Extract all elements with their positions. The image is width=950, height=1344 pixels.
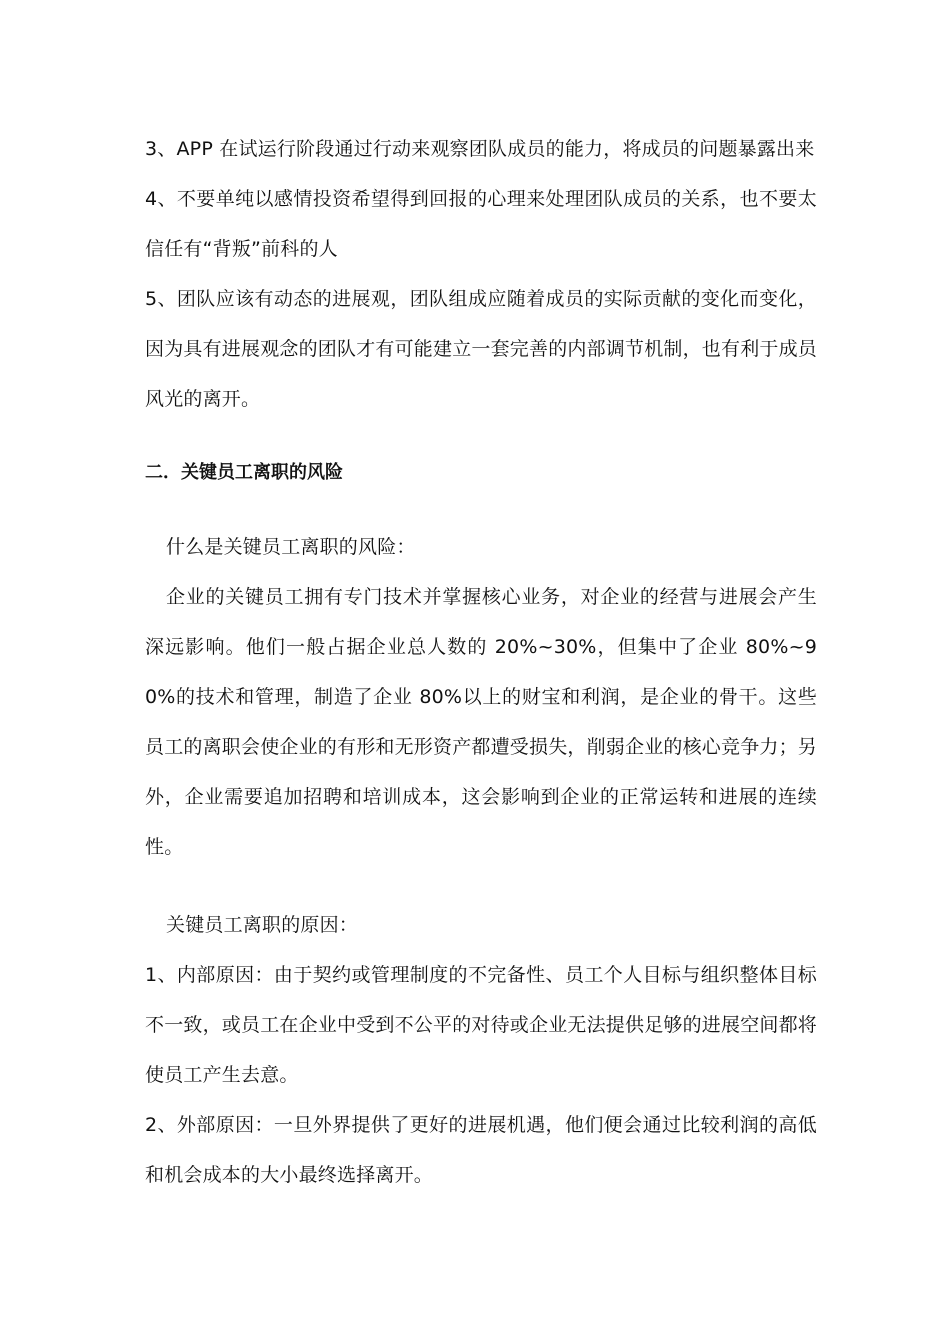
spacer xyxy=(145,872,817,900)
spacer xyxy=(145,498,817,522)
risk-body: 企业的关键员工拥有专门技术并掌握核心业务，对企业的经营与进展会产生深远影响。他们一般占据企业总人数的 20%~30%，但集中了企业 80%~90%的技术和管理，制造了企业 80%以上的财宝和利润，是企业的骨干。这些员工的离职会使企业的有形和无形资产都遭受损失，削弱企业的核心竞争力；另外，企业需要追加招聘和培训成本，这会影响到企业的正常运转和进展的连续性。 xyxy=(145,586,818,858)
spacer xyxy=(145,424,817,448)
cause-internal: 1、内部原因：由于契约或管理制度的不完备性、员工个人目标与组织整体目标不一致，或员工在企业中受到不公平的对待或企业无法提供足够的进展空间都将使员工产生去意。 xyxy=(145,964,818,1086)
list-item-5: 5、团队应该有动态的进展观，团队组成应随着成员的实际贡献的变化而变化，因为具有进展观念的团队才有可能建立一套完善的内部调节机制，也有利于成员风光的离开。 xyxy=(145,288,818,410)
document-body xyxy=(145,124,817,1200)
list-item-3: 3、APP 在试运行阶段通过行动来观察团队成员的能力，将成员的问题暴露出来 xyxy=(145,138,815,160)
list-item-4: 4、不要单纯以感情投资希望得到回报的心理来处理团队成员的关系，也不要太信任有“背叛”前科的人 xyxy=(145,188,817,260)
cause-external: 2、外部原因：一旦外界提供了更好的进展机遇，他们便会通过比较利润的高低和机会成本的大小最终选择离开。 xyxy=(145,1114,817,1186)
risk-question: 什么是关键员工离职的风险： xyxy=(166,536,416,558)
section-heading: 二．关键员工离职的风险 xyxy=(145,462,343,483)
causes-question: 关键员工离职的原因： xyxy=(166,914,359,936)
